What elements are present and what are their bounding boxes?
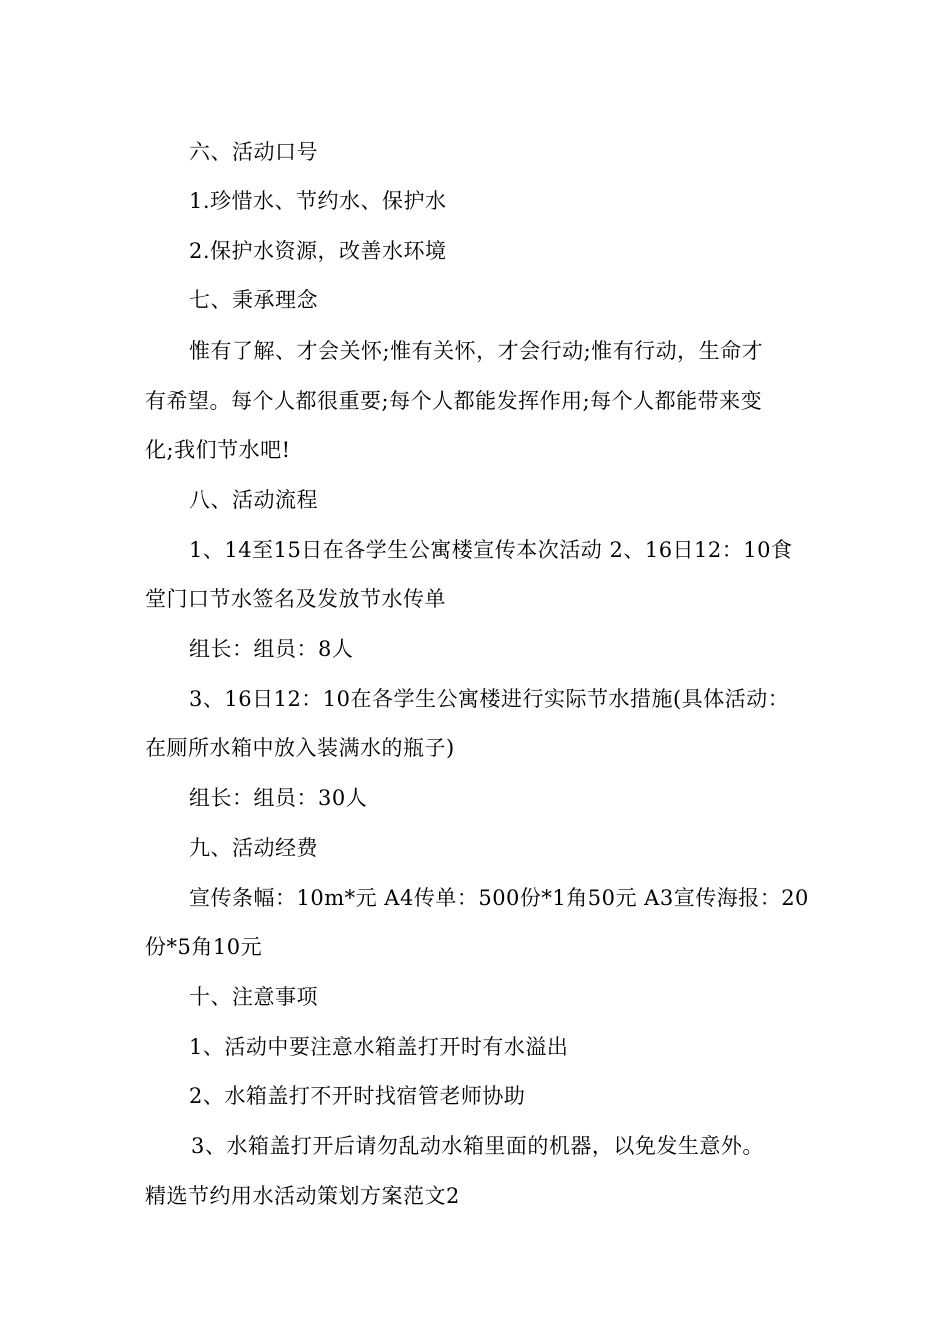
next-section-title: 精选节约用水活动策划方案范文2 — [145, 1184, 460, 1208]
note-item-1: 1、活动中要注意水箱盖打开时有水溢出 — [189, 1035, 569, 1059]
budget-line-2: 份*5角10元 — [145, 935, 263, 959]
philosophy-line-3: 化;我们节水吧! — [145, 438, 291, 462]
process-team-1: 组长：组员：8人 — [189, 637, 354, 661]
philosophy-line-2: 有希望。每个人都很重要;每个人都能发挥作用;每个人都能带来变 — [145, 389, 763, 413]
philosophy-line-1: 惟有了解、才会关怀;惟有关怀，才会行动;惟有行动，生命才 — [189, 339, 764, 363]
heading-slogan: 六、活动口号 — [189, 140, 318, 164]
heading-budget: 九、活动经费 — [189, 836, 318, 860]
note-item-3: 3、水箱盖打开后请勿乱动水箱里面的机器，以免发生意外。 — [191, 1134, 764, 1158]
heading-process: 八、活动流程 — [189, 488, 318, 512]
process-line-1: 1、14至15日在各学生公寓楼宣传本次活动 2、16日12：10食 — [189, 538, 793, 562]
note-item-2: 2、水箱盖打不开时找宿管老师协助 — [189, 1084, 526, 1108]
process-line-4: 在厕所水箱中放入装满水的瓶子) — [145, 736, 455, 760]
budget-line-1: 宣传条幅：10m*元 A4传单：500份*1角50元 A3宣传海报：20 — [189, 886, 809, 910]
slogan-item-2: 2.保护水资源，改善水环境 — [189, 239, 447, 263]
heading-notes: 十、注意事项 — [189, 985, 318, 1009]
process-line-3: 3、16日12：10在各学生公寓楼进行实际节水措施(具体活动： — [189, 687, 790, 711]
process-team-2: 组长：组员：30人 — [189, 786, 368, 810]
process-line-2: 堂门口节水签名及发放节水传单 — [145, 587, 446, 611]
slogan-item-1: 1.珍惜水、节约水、保护水 — [189, 189, 447, 213]
heading-philosophy: 七、秉承理念 — [189, 288, 318, 312]
